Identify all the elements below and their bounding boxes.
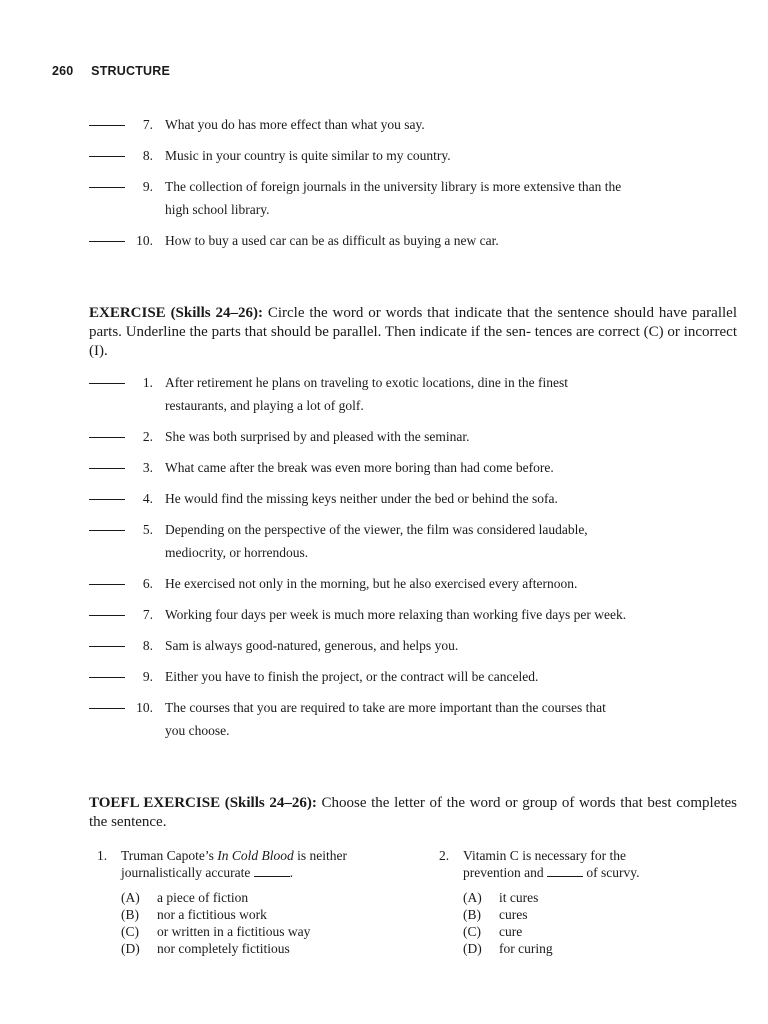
item-text — [165, 572, 739, 595]
item-number: 7. — [142, 607, 153, 622]
item-text — [165, 603, 739, 626]
answer-options — [121, 889, 417, 957]
answer-option[interactable] — [121, 889, 417, 906]
list-item — [89, 696, 739, 742]
answer-blank[interactable] — [89, 518, 125, 531]
answer-option[interactable] — [121, 906, 417, 923]
question-stem — [463, 847, 739, 881]
exercise-list-previous — [89, 113, 739, 260]
option-text: nor a fictitious work — [157, 907, 267, 922]
item-line: What you do has more effect than what you say. — [165, 117, 425, 132]
toefl-title: TOEFL EXERCISE (Skills 24–26): — [89, 795, 317, 811]
option-letter: (B) — [121, 907, 139, 922]
answer-blank[interactable] — [89, 229, 125, 242]
list-item — [89, 371, 739, 417]
stem-text: Vitamin C is necessary for the — [463, 848, 627, 863]
item-line: mediocrity, or horrendous. — [165, 545, 309, 560]
option-text: for curing — [499, 941, 553, 956]
list-item — [89, 229, 739, 252]
question-2 — [439, 847, 739, 957]
question-1 — [97, 847, 417, 957]
item-line: How to buy a used car can be as difficult as buying a new car. — [165, 233, 499, 248]
answer-blank[interactable] — [89, 634, 125, 647]
item-line: Depending on the perspective of the viewer, the film was considered laudable, — [165, 522, 588, 537]
option-text: cure — [499, 924, 523, 939]
item-line: high school library. — [165, 202, 270, 217]
list-item — [89, 634, 739, 657]
item-line: Music in your country is quite similar to my country. — [165, 148, 451, 163]
answer-blank[interactable] — [89, 456, 125, 469]
answer-option[interactable] — [121, 940, 417, 957]
stem-text: Truman Capote’s — [121, 848, 218, 863]
page-header — [52, 64, 170, 78]
option-letter: (C) — [463, 924, 481, 939]
option-letter: (B) — [463, 907, 481, 922]
option-text: cures — [499, 907, 528, 922]
option-letter: (A) — [121, 890, 140, 905]
answer-option[interactable] — [463, 906, 739, 923]
stem-text: prevention and — [463, 865, 544, 880]
list-item — [89, 456, 739, 479]
toefl-instructions — [89, 794, 737, 832]
answer-blank[interactable] — [89, 696, 125, 709]
option-text: or written in a fictitious way — [157, 924, 311, 939]
book-title: In Cold Blood — [217, 848, 294, 863]
list-item — [89, 603, 739, 626]
option-letter: (C) — [121, 924, 139, 939]
item-line: The collection of foreign journals in the university library is more extensive than the — [165, 179, 622, 194]
item-number: 9. — [142, 179, 153, 194]
item-text — [165, 665, 739, 688]
item-text — [165, 113, 739, 136]
option-letter: (D) — [463, 941, 482, 956]
toefl-text: Choose the letter of the word or group of words that best completes the sentence. — [89, 795, 738, 830]
item-line: He exercised not only in the morning, but he also exercised every afternoon. — [165, 576, 578, 591]
item-number: 2. — [142, 429, 153, 444]
item-text — [165, 144, 739, 167]
item-text — [165, 696, 739, 742]
question-number: 2. — [439, 848, 450, 863]
answer-blank[interactable] — [89, 371, 125, 384]
item-number: 4. — [142, 491, 153, 506]
list-item — [89, 487, 739, 510]
item-number: 3. — [142, 460, 153, 475]
item-text — [165, 371, 739, 417]
item-text — [165, 175, 739, 221]
stem-text: of scurvy. — [586, 865, 640, 880]
item-line: The courses that you are required to take are more important than the courses that — [165, 700, 606, 715]
item-number: 9. — [142, 669, 153, 684]
item-text — [165, 229, 739, 252]
list-item — [89, 175, 739, 221]
option-text: a piece of fiction — [157, 890, 249, 905]
item-line: He would find the missing keys neither under the bed or behind the sofa. — [165, 491, 558, 506]
item-text — [165, 487, 739, 510]
item-text — [165, 425, 739, 448]
item-text — [165, 518, 739, 564]
option-letter: (D) — [121, 941, 140, 956]
item-text — [165, 634, 739, 657]
question-number: 1. — [97, 848, 108, 863]
answer-blank[interactable] — [89, 425, 125, 438]
answer-option[interactable] — [121, 923, 417, 940]
option-text: it cures — [499, 890, 539, 905]
item-number: 5. — [142, 522, 153, 537]
list-item — [89, 425, 739, 448]
item-number: 10. — [136, 233, 153, 248]
item-number: 8. — [142, 148, 153, 163]
exercise-text: Circle the word or words that indicate that the sentence should have parallel parts. Underline the parts that should be parallel. Then indicate if the sen- tences are correct (C) or incorrect (I). — [89, 305, 737, 359]
question-stem — [121, 847, 417, 881]
answer-options — [463, 889, 739, 957]
item-line: Working four days per week is much more relaxing than working five days per week. — [165, 607, 627, 622]
stem-text: journalistically accurate — [121, 865, 251, 880]
answer-blank[interactable] — [89, 665, 125, 678]
item-number: 1. — [142, 375, 153, 390]
item-line: restaurants, and playing a lot of golf. — [165, 398, 364, 413]
page-number: 260 — [52, 64, 74, 78]
item-number: 7. — [142, 117, 153, 132]
exercise-instructions — [89, 304, 737, 361]
list-item — [89, 113, 739, 136]
answer-blank[interactable] — [89, 113, 125, 126]
item-line: you choose. — [165, 723, 230, 738]
answer-blank — [254, 866, 290, 877]
answer-blank[interactable] — [89, 572, 125, 585]
answer-blank[interactable] — [89, 487, 125, 500]
exercise-title: EXERCISE (Skills 24–26): — [89, 305, 263, 321]
item-number: 8. — [142, 638, 153, 653]
answer-blank[interactable] — [89, 175, 125, 188]
answer-blank — [547, 866, 583, 877]
section-title: STRUCTURE — [91, 64, 171, 78]
item-number: 6. — [142, 576, 153, 591]
item-line: After retirement he plans on traveling to exotic locations, dine in the finest — [165, 375, 569, 390]
item-line: She was both surprised by and pleased with the seminar. — [165, 429, 470, 444]
stem-text: is neither — [293, 848, 348, 863]
answer-blank[interactable] — [89, 603, 125, 616]
item-line: Either you have to finish the project, or the contract will be canceled. — [165, 669, 539, 684]
answer-blank[interactable] — [89, 144, 125, 157]
list-item — [89, 518, 739, 564]
exercise-list-parallel — [89, 371, 739, 750]
list-item — [89, 572, 739, 595]
item-text — [165, 456, 739, 479]
item-line: What came after the break was even more boring than had come before. — [165, 460, 554, 475]
list-item — [89, 144, 739, 167]
item-line: Sam is always good-natured, generous, and helps you. — [165, 638, 459, 653]
option-text: nor completely fictitious — [157, 941, 290, 956]
option-letter: (A) — [463, 890, 482, 905]
item-number: 10. — [136, 700, 153, 715]
answer-option[interactable] — [463, 889, 739, 906]
stem-text: . — [289, 865, 294, 880]
answer-option[interactable] — [463, 923, 739, 940]
list-item — [89, 665, 739, 688]
answer-option[interactable] — [463, 940, 739, 957]
